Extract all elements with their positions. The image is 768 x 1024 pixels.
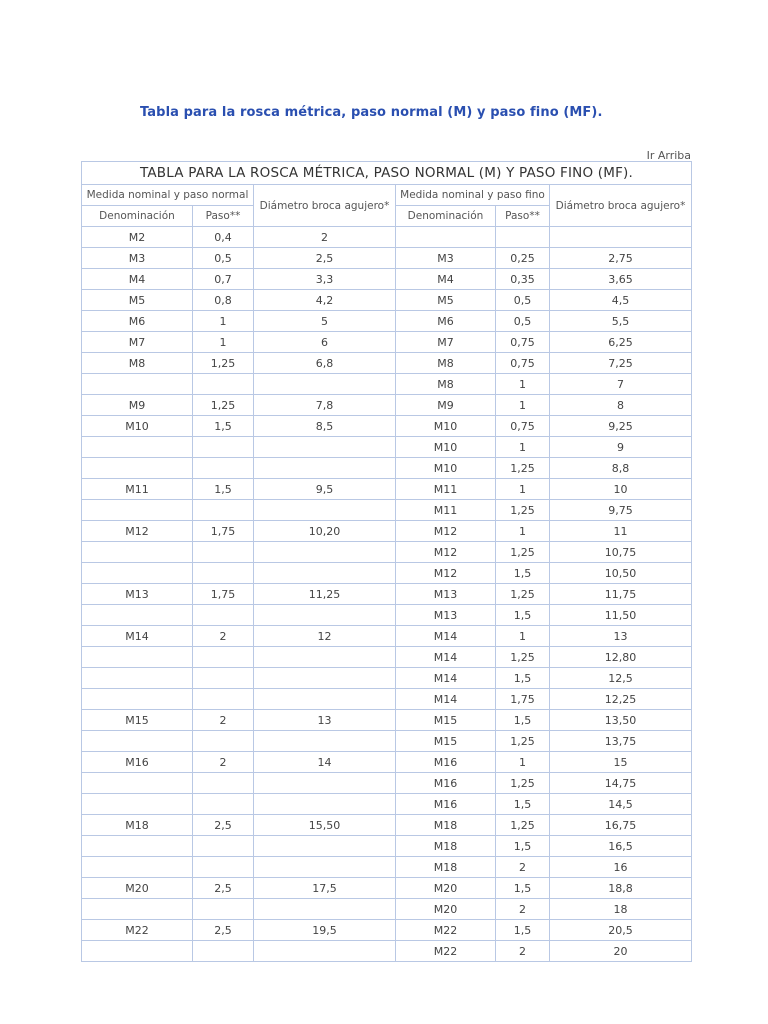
normal-denomination-cell <box>82 437 193 458</box>
fine-denomination-cell: M18 <box>396 815 496 836</box>
normal-denomination-header: Denominación <box>82 206 193 227</box>
normal-drill-diameter-cell: 14 <box>254 752 396 773</box>
fine-pitch-cell: 1 <box>496 752 550 773</box>
normal-pitch-cell <box>193 374 254 395</box>
table-row <box>82 731 692 752</box>
fine-denomination-cell: M11 <box>396 500 496 521</box>
normal-drill-diameter-cell: 10,20 <box>254 521 396 542</box>
normal-denomination-cell <box>82 794 193 815</box>
normal-denomination-cell: M15 <box>82 710 193 731</box>
normal-denomination-cell <box>82 857 193 878</box>
fine-drill-diameter-cell: 20 <box>550 941 692 962</box>
fine-drill-diameter-cell: 20,5 <box>550 920 692 941</box>
fine-drill-diameter-cell: 5,5 <box>550 311 692 332</box>
normal-drill-diameter-cell: 2 <box>254 227 396 248</box>
normal-pitch-cell <box>193 773 254 794</box>
normal-denomination-cell: M6 <box>82 311 193 332</box>
normal-denomination-cell: M11 <box>82 479 193 500</box>
normal-drill-diameter-cell: 15,50 <box>254 815 396 836</box>
table-row <box>82 374 692 395</box>
table-row <box>82 290 692 311</box>
fine-drill-diameter-cell: 4,5 <box>550 290 692 311</box>
normal-drill-diameter-cell <box>254 437 396 458</box>
normal-drill-diameter-cell <box>254 941 396 962</box>
normal-pitch-cell <box>193 605 254 626</box>
normal-pitch-cell: 2,5 <box>193 920 254 941</box>
table-row <box>82 542 692 563</box>
normal-pitch-cell: 1,75 <box>193 521 254 542</box>
normal-denomination-cell: M2 <box>82 227 193 248</box>
fine-drill-diameter-cell <box>550 227 692 248</box>
fine-denomination-cell: M12 <box>396 563 496 584</box>
normal-drill-diameter-cell <box>254 773 396 794</box>
fine-pitch-cell: 1 <box>496 479 550 500</box>
normal-denomination-cell: M9 <box>82 395 193 416</box>
normal-denomination-cell <box>82 899 193 920</box>
normal-denomination-cell <box>82 647 193 668</box>
normal-pitch-cell: 1,25 <box>193 353 254 374</box>
normal-denomination-cell <box>82 731 193 752</box>
table-row <box>82 353 692 374</box>
normal-drill-diameter-cell <box>254 857 396 878</box>
normal-pitch-cell <box>193 899 254 920</box>
fine-drill-diameter-cell: 15 <box>550 752 692 773</box>
normal-drill-diameter-cell: 6,8 <box>254 353 396 374</box>
normal-drill-diameter-cell <box>254 668 396 689</box>
normal-drill-diameter-cell: 3,3 <box>254 269 396 290</box>
normal-pitch-cell <box>193 836 254 857</box>
fine-denomination-cell: M9 <box>396 395 496 416</box>
normal-pitch-cell <box>193 542 254 563</box>
normal-drill-diameter-cell: 17,5 <box>254 878 396 899</box>
fine-pitch-cell: 1,25 <box>496 647 550 668</box>
fine-denomination-cell: M4 <box>396 269 496 290</box>
normal-denomination-cell: M13 <box>82 584 193 605</box>
normal-drill-diameter-cell <box>254 605 396 626</box>
table-row <box>82 794 692 815</box>
normal-drill-diameter-cell: 13 <box>254 710 396 731</box>
fine-pitch-cell: 1 <box>496 521 550 542</box>
normal-denomination-cell: M20 <box>82 878 193 899</box>
normal-drill-diameter-cell <box>254 647 396 668</box>
fine-pitch-cell: 1,25 <box>496 542 550 563</box>
table-row <box>82 920 692 941</box>
normal-denomination-cell: M12 <box>82 521 193 542</box>
fine-drill-diameter-cell: 11 <box>550 521 692 542</box>
normal-pitch-cell: 2 <box>193 752 254 773</box>
normal-denomination-cell <box>82 689 193 710</box>
fine-pitch-cell: 0,5 <box>496 311 550 332</box>
fine-drill-diameter-cell: 9,75 <box>550 500 692 521</box>
table-row <box>82 332 692 353</box>
normal-pitch-cell: 0,5 <box>193 248 254 269</box>
fine-denomination-header: Denominación <box>396 206 496 227</box>
fine-drill-diameter-cell: 11,50 <box>550 605 692 626</box>
table-row <box>82 584 692 605</box>
fine-pitch-cell: 1,5 <box>496 836 550 857</box>
fine-pitch-cell: 1,25 <box>496 773 550 794</box>
fine-pitch-cell: 1 <box>496 437 550 458</box>
normal-pitch-cell <box>193 668 254 689</box>
fine-denomination-cell: M10 <box>396 458 496 479</box>
table-row <box>82 773 692 794</box>
normal-drill-diameter-cell: 9,5 <box>254 479 396 500</box>
normal-denomination-cell <box>82 668 193 689</box>
normal-drill-diameter-cell <box>254 500 396 521</box>
normal-pitch-cell: 2 <box>193 626 254 647</box>
fine-denomination-cell: M12 <box>396 521 496 542</box>
normal-drill-diameter-cell <box>254 542 396 563</box>
fine-drill-diameter-cell: 14,5 <box>550 794 692 815</box>
fine-denomination-cell: M13 <box>396 584 496 605</box>
normal-pitch-cell: 2,5 <box>193 815 254 836</box>
normal-pitch-cell: 1 <box>193 332 254 353</box>
normal-denomination-cell: M4 <box>82 269 193 290</box>
fine-drill-diameter-cell: 10,75 <box>550 542 692 563</box>
fine-denomination-cell: M14 <box>396 647 496 668</box>
normal-pitch-cell: 0,8 <box>193 290 254 311</box>
fine-drill-diameter-cell: 10,50 <box>550 563 692 584</box>
table-row <box>82 878 692 899</box>
fine-pitch-header: Paso** <box>496 206 550 227</box>
fine-pitch-cell: 1,5 <box>496 920 550 941</box>
fine-denomination-cell: M10 <box>396 437 496 458</box>
normal-pitch-cell <box>193 563 254 584</box>
fine-drill-diameter-cell: 16,75 <box>550 815 692 836</box>
fine-pitch-cell: 2 <box>496 941 550 962</box>
fine-drill-diameter-header: Diámetro broca agujero* <box>550 185 692 227</box>
fine-pitch-cell: 1,5 <box>496 668 550 689</box>
normal-denomination-cell: M16 <box>82 752 193 773</box>
normal-denomination-cell: M3 <box>82 248 193 269</box>
table-caption: TABLA PARA LA ROSCA MÉTRICA, PASO NORMAL (M) Y PASO FINO (MF). <box>82 162 692 185</box>
normal-drill-diameter-cell <box>254 836 396 857</box>
normal-denomination-cell <box>82 542 193 563</box>
fine-pitch-cell: 1,5 <box>496 563 550 584</box>
normal-denomination-cell <box>82 500 193 521</box>
fine-denomination-cell: M18 <box>396 836 496 857</box>
fine-drill-diameter-cell: 13,75 <box>550 731 692 752</box>
fine-pitch-cell: 1,25 <box>496 458 550 479</box>
fine-pitch-cell: 1,25 <box>496 731 550 752</box>
fine-denomination-cell: M16 <box>396 773 496 794</box>
normal-denomination-cell: M8 <box>82 353 193 374</box>
normal-drill-diameter-cell <box>254 794 396 815</box>
fine-denomination-cell: M8 <box>396 353 496 374</box>
normal-denomination-cell <box>82 458 193 479</box>
fine-denomination-cell: M6 <box>396 311 496 332</box>
table-row <box>82 563 692 584</box>
normal-denomination-cell: M14 <box>82 626 193 647</box>
thread-table-body <box>82 227 692 962</box>
normal-drill-diameter-cell: 6 <box>254 332 396 353</box>
normal-pitch-cell <box>193 500 254 521</box>
fine-denomination-cell: M20 <box>396 878 496 899</box>
fine-pitch-cell: 1 <box>496 395 550 416</box>
fine-drill-diameter-cell: 13,50 <box>550 710 692 731</box>
normal-drill-diameter-cell <box>254 458 396 479</box>
fine-pitch-cell: 1,25 <box>496 500 550 521</box>
fine-denomination-cell: M14 <box>396 668 496 689</box>
normal-pitch-cell: 0,7 <box>193 269 254 290</box>
normal-pitch-cell <box>193 794 254 815</box>
fine-denomination-cell: M16 <box>396 752 496 773</box>
fine-pitch-cell: 0,5 <box>496 290 550 311</box>
table-row <box>82 752 692 773</box>
fine-drill-diameter-cell: 16,5 <box>550 836 692 857</box>
fine-denomination-cell: M8 <box>396 374 496 395</box>
table-row <box>82 626 692 647</box>
fine-pitch-cell: 1,5 <box>496 710 550 731</box>
table-row <box>82 395 692 416</box>
table-row <box>82 941 692 962</box>
normal-denomination-cell: M5 <box>82 290 193 311</box>
fine-drill-diameter-cell: 18 <box>550 899 692 920</box>
normal-drill-diameter-cell <box>254 563 396 584</box>
fine-pitch-cell: 1,25 <box>496 584 550 605</box>
normal-drill-diameter-cell: 5 <box>254 311 396 332</box>
fine-denomination-cell: M13 <box>396 605 496 626</box>
normal-pitch-cell: 1,75 <box>193 584 254 605</box>
fine-denomination-cell: M15 <box>396 731 496 752</box>
fine-pitch-cell: 2 <box>496 857 550 878</box>
fine-denomination-cell: M10 <box>396 416 496 437</box>
normal-pitch-header: Paso** <box>193 206 254 227</box>
table-row <box>82 479 692 500</box>
fine-denomination-cell: M20 <box>396 899 496 920</box>
fine-drill-diameter-cell: 10 <box>550 479 692 500</box>
normal-drill-diameter-cell: 11,25 <box>254 584 396 605</box>
fine-pitch-cell: 1,75 <box>496 689 550 710</box>
fine-pitch-cell: 1,5 <box>496 605 550 626</box>
fine-drill-diameter-cell: 12,25 <box>550 689 692 710</box>
fine-denomination-cell: M5 <box>396 290 496 311</box>
normal-drill-diameter-cell: 4,2 <box>254 290 396 311</box>
fine-denomination-cell: M22 <box>396 920 496 941</box>
table-row <box>82 710 692 731</box>
normal-drill-diameter-header: Diámetro broca agujero* <box>254 185 396 227</box>
normal-denomination-cell <box>82 941 193 962</box>
back-to-top-link[interactable]: Ir Arriba <box>646 149 691 162</box>
fine-pitch-cell: 1 <box>496 374 550 395</box>
table-row <box>82 458 692 479</box>
normal-pitch-cell: 2,5 <box>193 878 254 899</box>
table-row <box>82 689 692 710</box>
fine-denomination-cell: M14 <box>396 626 496 647</box>
normal-drill-diameter-cell <box>254 689 396 710</box>
table-row <box>82 836 692 857</box>
table-row <box>82 815 692 836</box>
fine-pitch-cell: 2 <box>496 899 550 920</box>
fine-drill-diameter-cell: 2,75 <box>550 248 692 269</box>
normal-denomination-cell: M10 <box>82 416 193 437</box>
fine-drill-diameter-cell: 11,75 <box>550 584 692 605</box>
normal-denomination-cell <box>82 563 193 584</box>
fine-drill-diameter-cell: 9,25 <box>550 416 692 437</box>
fine-denomination-cell: M14 <box>396 689 496 710</box>
normal-pitch-cell <box>193 731 254 752</box>
table-row <box>82 248 692 269</box>
table-row <box>82 647 692 668</box>
thread-table <box>81 161 692 962</box>
fine-drill-diameter-cell: 13 <box>550 626 692 647</box>
normal-denomination-cell: M7 <box>82 332 193 353</box>
fine-denomination-cell: M22 <box>396 941 496 962</box>
normal-pitch-cell: 1,5 <box>193 416 254 437</box>
fine-denomination-cell: M15 <box>396 710 496 731</box>
fine-drill-diameter-cell: 8 <box>550 395 692 416</box>
fine-denomination-cell: M7 <box>396 332 496 353</box>
normal-pitch-cell: 0,4 <box>193 227 254 248</box>
page-title: Tabla para la rosca métrica, paso normal (M) y paso fino (MF). <box>140 105 603 120</box>
fine-denomination-cell: M11 <box>396 479 496 500</box>
fine-drill-diameter-cell: 8,8 <box>550 458 692 479</box>
normal-denomination-cell <box>82 605 193 626</box>
normal-drill-diameter-cell <box>254 731 396 752</box>
normal-drill-diameter-cell: 7,8 <box>254 395 396 416</box>
table-row <box>82 899 692 920</box>
normal-pitch-cell: 1 <box>193 311 254 332</box>
table-row <box>82 269 692 290</box>
fine-pitch-cell: 0,25 <box>496 248 550 269</box>
fine-drill-diameter-cell: 7 <box>550 374 692 395</box>
normal-pitch-cell <box>193 689 254 710</box>
fine-denomination-cell: M3 <box>396 248 496 269</box>
normal-denomination-cell <box>82 773 193 794</box>
table-row <box>82 521 692 542</box>
normal-drill-diameter-cell <box>254 899 396 920</box>
normal-pitch-cell <box>193 857 254 878</box>
fine-denomination-cell: M18 <box>396 857 496 878</box>
normal-denomination-cell <box>82 374 193 395</box>
fine-drill-diameter-cell: 9 <box>550 437 692 458</box>
normal-denomination-cell: M18 <box>82 815 193 836</box>
table-row <box>82 227 692 248</box>
normal-drill-diameter-cell: 12 <box>254 626 396 647</box>
normal-drill-diameter-cell: 19,5 <box>254 920 396 941</box>
table-row <box>82 857 692 878</box>
normal-denomination-cell <box>82 836 193 857</box>
normal-pitch-cell <box>193 458 254 479</box>
fine-pitch-group-header: Medida nominal y paso fino <box>396 185 550 206</box>
normal-denomination-cell: M22 <box>82 920 193 941</box>
fine-drill-diameter-cell: 16 <box>550 857 692 878</box>
fine-denomination-cell: M12 <box>396 542 496 563</box>
fine-pitch-cell: 0,75 <box>496 332 550 353</box>
table-row <box>82 437 692 458</box>
fine-pitch-cell: 1,5 <box>496 878 550 899</box>
fine-drill-diameter-cell: 6,25 <box>550 332 692 353</box>
fine-pitch-cell <box>496 227 550 248</box>
fine-pitch-cell: 0,75 <box>496 416 550 437</box>
normal-drill-diameter-cell: 2,5 <box>254 248 396 269</box>
fine-pitch-cell: 0,75 <box>496 353 550 374</box>
normal-pitch-group-header: Medida nominal y paso normal <box>82 185 254 206</box>
normal-pitch-cell: 1,25 <box>193 395 254 416</box>
normal-pitch-cell <box>193 437 254 458</box>
fine-pitch-cell: 1,5 <box>496 794 550 815</box>
fine-pitch-cell: 1,25 <box>496 815 550 836</box>
fine-denomination-cell: M16 <box>396 794 496 815</box>
fine-drill-diameter-cell: 12,80 <box>550 647 692 668</box>
normal-pitch-cell <box>193 941 254 962</box>
fine-drill-diameter-cell: 14,75 <box>550 773 692 794</box>
table-row <box>82 311 692 332</box>
fine-pitch-cell: 1 <box>496 626 550 647</box>
table-row <box>82 668 692 689</box>
normal-pitch-cell <box>193 647 254 668</box>
table-row <box>82 500 692 521</box>
fine-denomination-cell <box>396 227 496 248</box>
fine-drill-diameter-cell: 7,25 <box>550 353 692 374</box>
normal-drill-diameter-cell: 8,5 <box>254 416 396 437</box>
table-row <box>82 416 692 437</box>
normal-drill-diameter-cell <box>254 374 396 395</box>
fine-drill-diameter-cell: 3,65 <box>550 269 692 290</box>
fine-pitch-cell: 0,35 <box>496 269 550 290</box>
fine-drill-diameter-cell: 12,5 <box>550 668 692 689</box>
table-row <box>82 605 692 626</box>
normal-pitch-cell: 2 <box>193 710 254 731</box>
fine-drill-diameter-cell: 18,8 <box>550 878 692 899</box>
normal-pitch-cell: 1,5 <box>193 479 254 500</box>
